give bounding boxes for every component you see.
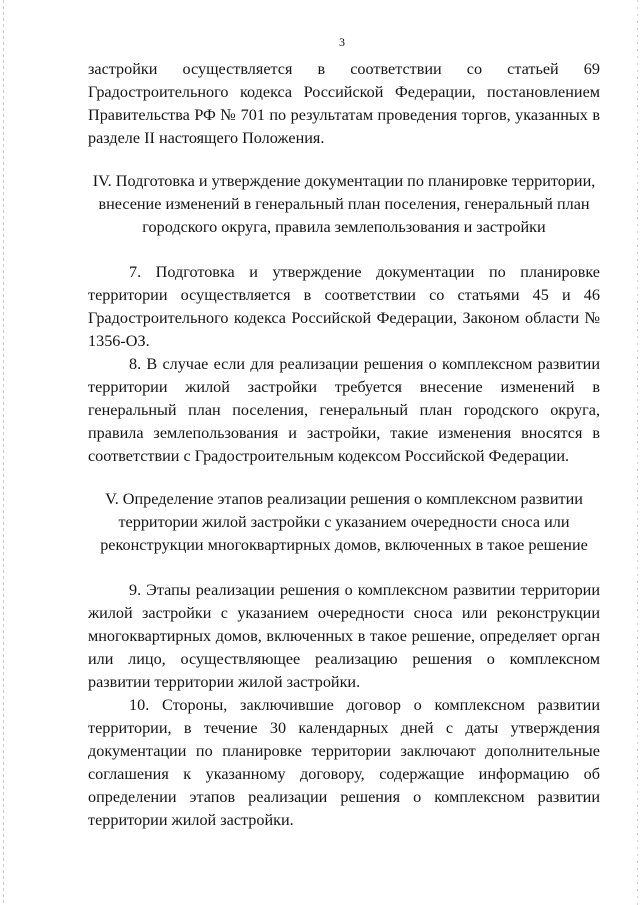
intro-paragraph: застройки осуществляется в соответствии со статьей 69 Градостроительного кодекса Российской Федерации, постановлением Правительства РФ № 701 по результатам проведения торгов, указанных в разделе II настоящего Положения. xyxy=(88,60,600,147)
page-number: 3 xyxy=(339,35,345,49)
paragraph-8: 8. В случае если для реализации решения о комплексном развитии территории жилой застройки требуется внесение изменений в генеральный план поселения, генеральный план городского округа, правила землепользования и застройки, такие изменения вносятся в соответствии с Градостроительным кодексом Российской Федерации. xyxy=(88,355,600,465)
document-body xyxy=(88,58,600,832)
paragraph-10: 10. Стороны, заключившие договор о комплексном развитии территории, в течение 30 календарных дней с даты утверждения документации по планировке территории заключают дополнительные соглашения к указанному договору, содержащие информацию об определении этапов реализации решения о комплексном развитии территории жилой застройки. xyxy=(88,696,600,829)
spacer xyxy=(88,468,600,488)
scan-edge-right xyxy=(637,0,638,905)
section-4-heading: IV. Подготовка и утверждение документации по планировке территории, внесение изменений в генеральный план поселения, генеральный план городского округа, правила землепользования и застройки xyxy=(92,172,596,236)
scan-edge-left xyxy=(3,0,4,905)
section-5-heading: V. Определение этапов реализации решения о комплексном развитии территории жилой застройки с указанием очередности сноса или реконструкции многоквартирных домов, включенных в такое решение xyxy=(100,490,588,554)
paragraph-7: 7. Подготовка и утверждение документации по планировке территории осуществляется в соответствии со статьями 45 и 46 Градостроительного кодекса Российской Федерации, Законом области № 1356-ОЗ. xyxy=(88,263,600,350)
spacer xyxy=(88,239,600,261)
spacer xyxy=(88,150,600,170)
paragraph-9: 9. Этапы реализации решения о комплексном развитии территории жилой застройки с указанием очередности сноса или реконструкции многоквартирных домов, включенных в такое решение, определяет орган или лицо, осуществляющее реализацию решения о комплексном развитии территории жилой застройки. xyxy=(88,581,600,691)
spacer xyxy=(88,557,600,579)
